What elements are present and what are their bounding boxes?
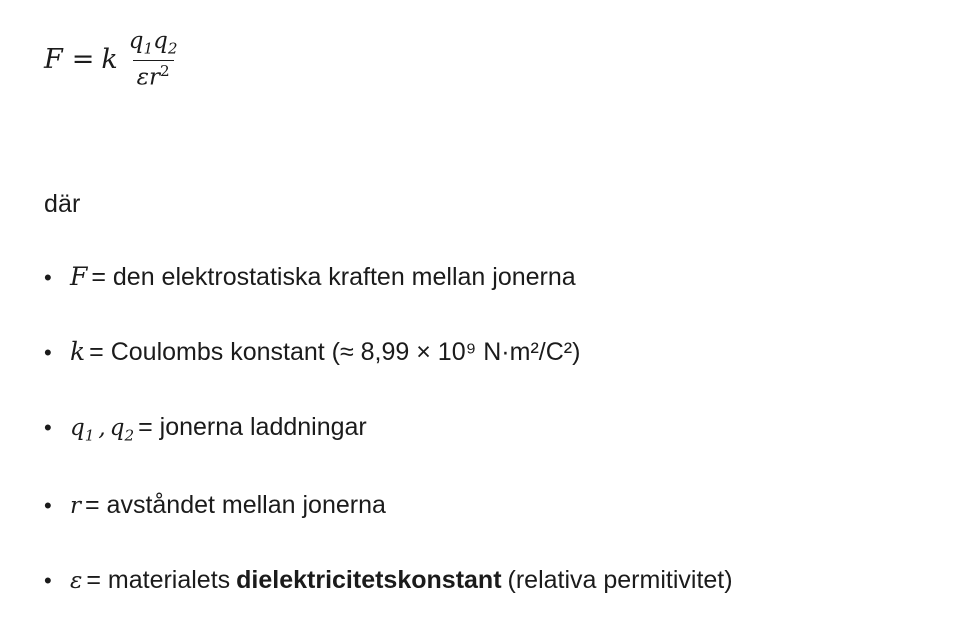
charge2-base: q — [109, 415, 125, 441]
formula-coulomb-constant-symbol: k — [101, 44, 118, 76]
definition-text-permittivity-before: = materialets — [86, 566, 231, 595]
definition-text-charges: = jonerna laddningar — [138, 413, 367, 441]
formula-fraction — [125, 30, 182, 89]
bullet-icon: • — [44, 568, 52, 594]
list-item — [44, 412, 944, 445]
definition-text-constant: = Coulombs konstant (≈ 8,99 × 10⁹ N·m²/C²) — [89, 338, 581, 366]
formula-epsilon-symbol: ε — [136, 64, 149, 91]
definition-symbol-force: F — [70, 262, 88, 291]
coulomb-law-formula — [44, 30, 182, 89]
where-label: där — [44, 190, 81, 218]
definition-symbol-charge1 — [70, 415, 94, 445]
charge2-subscript: 2 — [124, 426, 135, 445]
formula-denominator — [133, 60, 174, 90]
bullet-icon: • — [44, 492, 52, 518]
definition-symbol-distance: r — [70, 492, 81, 519]
bullet-icon: • — [44, 340, 52, 365]
definition-symbol-constant: k — [70, 337, 86, 366]
list-item — [44, 490, 944, 521]
definition-text-distance: = avståndet mellan jonerna — [85, 490, 386, 519]
definition-text-force: = den elektrostatiska kraften mellan jonerna — [91, 263, 576, 291]
formula-charge1-subscript: 1 — [143, 39, 154, 58]
charge1-base: q — [70, 415, 85, 441]
formula-charge1-symbol: q — [128, 28, 144, 54]
formula-charge2-subscript: 2 — [167, 39, 178, 58]
list-item — [44, 565, 944, 596]
definition-symbol-permittivity: ε — [70, 568, 83, 595]
list-item — [44, 337, 944, 367]
formula-equals-sign: = — [71, 44, 95, 76]
definition-symbol-separator: , — [98, 415, 106, 441]
list-item — [44, 262, 944, 292]
formula-distance-exponent: 2 — [159, 61, 170, 80]
definition-symbol-charge2 — [110, 415, 134, 445]
formula-charge2-symbol: q — [153, 28, 168, 54]
definition-text-permittivity-after: (relativa permitivitet) — [507, 566, 733, 595]
bullet-icon: • — [44, 415, 52, 440]
formula-distance-symbol: r — [148, 64, 160, 91]
formula-numerator — [125, 30, 182, 60]
bullet-icon: • — [44, 265, 52, 290]
definition-text-permittivity-bold: dielektricitetskonstant — [236, 566, 502, 595]
charge1-subscript: 1 — [84, 426, 95, 445]
definitions-list — [44, 262, 944, 641]
formula-force-symbol: F — [44, 44, 63, 76]
